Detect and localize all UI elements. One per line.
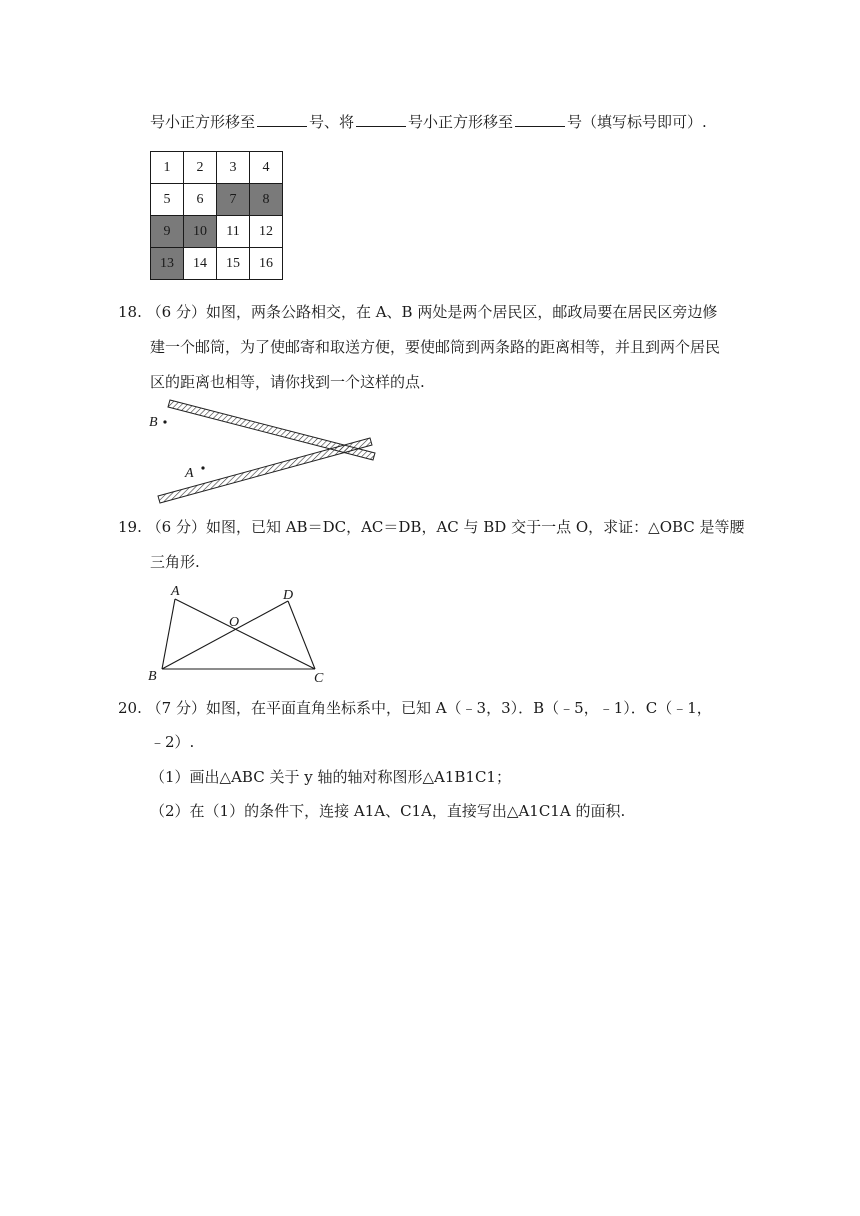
q20-part-1-text: （1）画出△ABC 关于 y 轴的轴对称图形△A1B1C1；	[150, 768, 511, 786]
grid-cell-shaded: 7	[217, 184, 250, 216]
q20-part-1	[150, 767, 511, 787]
label-b: B	[148, 669, 157, 684]
q20-line-1	[118, 698, 712, 718]
q18-text-2: 建一个邮筒，为了使邮寄和取送方便，要使邮筒到两条路的距离相等，并且到两个居民	[150, 338, 721, 356]
q17-text-3: 号小正方形移至	[408, 113, 514, 131]
segment-ac	[175, 599, 315, 669]
grid-cell: 15	[217, 248, 250, 280]
segment-cd	[288, 601, 315, 669]
question-number: 18.	[118, 303, 142, 321]
answer-blank-2[interactable]	[356, 112, 406, 127]
q19-line-1	[118, 517, 745, 537]
q18-line-2	[150, 337, 720, 357]
q17-text-1: 号小正方形移至	[150, 113, 256, 131]
q18-line-3	[150, 372, 425, 392]
answer-blank-1[interactable]	[257, 112, 307, 127]
answer-blank-3[interactable]	[515, 112, 565, 127]
q18-line-1	[118, 302, 717, 322]
two-roads-diagram	[140, 395, 390, 510]
q20-text-1: 如图，在平面直角坐标系中，已知 A（﹣3，3）．B（﹣5，﹣1）．C（﹣1，	[205, 699, 712, 717]
numbered-square-grid	[150, 151, 283, 280]
grid-cell: 5	[151, 184, 184, 216]
grid-cell: 12	[250, 216, 283, 248]
q20-text-2: ﹣2）.	[150, 733, 195, 751]
question-score: （6 分）	[146, 518, 206, 536]
grid-cell: 1	[151, 152, 184, 184]
q17-text-4: 号（填写标号即可）.	[567, 113, 707, 131]
grid-cell: 11	[217, 216, 250, 248]
question-score: （6 分）	[146, 303, 206, 321]
label-a: A	[185, 466, 194, 481]
q18-text-3: 区的距离也相等，请你找到一个这样的点.	[150, 373, 425, 391]
q20-line-2	[150, 732, 194, 752]
grid-cell: 4	[250, 152, 283, 184]
label-o: O	[229, 615, 240, 630]
q19-text-2: 三角形.	[150, 553, 200, 571]
q18-text-1: 如图，两条公路相交，在 A、B 两处是两个居民区，邮政局要在居民区旁边修	[205, 303, 718, 321]
label-c: C	[314, 671, 324, 684]
q17-text-2: 号、将	[309, 113, 355, 131]
label-b: B	[149, 415, 158, 430]
grid-cell-shaded: 8	[250, 184, 283, 216]
segment-bd	[162, 601, 288, 669]
label-a: A	[171, 584, 180, 599]
grid-cell-shaded: 10	[184, 216, 217, 248]
question-number: 20.	[118, 699, 142, 717]
grid-cell-shaded: 9	[151, 216, 184, 248]
label-d: D	[283, 588, 294, 603]
q19-text-1: 如图，已知 AB＝DC，AC＝DB，AC 与 BD 交于一点 O，求证：△OBC 是等腰	[205, 518, 745, 536]
grid-cell: 14	[184, 248, 217, 280]
grid-cell-shaded: 13	[151, 248, 184, 280]
point-b	[163, 420, 166, 423]
grid-cell: 2	[184, 152, 217, 184]
q17-tail-line	[150, 112, 707, 132]
point-a	[201, 466, 204, 469]
grid-cell: 3	[217, 152, 250, 184]
grid-cell: 6	[184, 184, 217, 216]
q20-part-2	[150, 801, 625, 821]
grid-cell: 16	[250, 248, 283, 280]
segment-ab	[162, 599, 175, 669]
question-score: （7 分）	[146, 699, 206, 717]
q20-part-2-text: （2）在（1）的条件下，连接 A1A、C1A，直接写出△A1C1A 的面积.	[150, 802, 626, 820]
q19-line-2	[150, 552, 200, 572]
quadrilateral-diagram	[140, 578, 340, 684]
question-number: 19.	[118, 518, 142, 536]
